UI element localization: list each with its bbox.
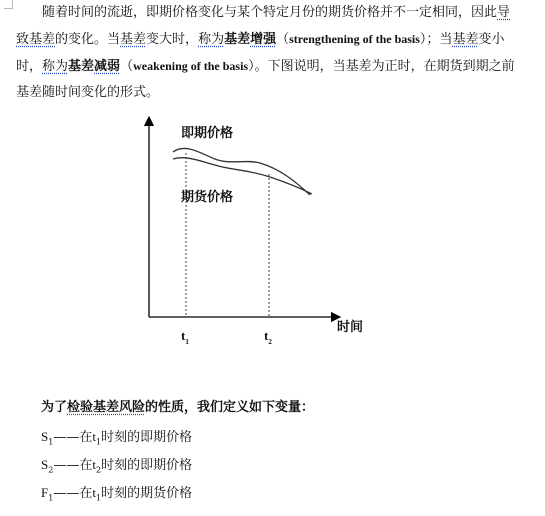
tick-t2-sub: 2: [268, 338, 272, 346]
text-segment: 时刻的即期价格: [101, 458, 193, 473]
dash: ——: [53, 430, 80, 445]
text-segment: 的性质，我们定义如下变量：: [145, 400, 315, 415]
text-segment: 为了: [41, 400, 68, 415]
text-segment: ）；当: [419, 32, 453, 47]
time-symbol: t: [92, 429, 96, 444]
tick-t1-sub: 1: [185, 338, 189, 346]
time-symbol: t: [92, 457, 96, 472]
tick-t1: [181, 328, 189, 346]
text-segment: （: [120, 59, 134, 74]
definitions-intro: [41, 396, 314, 415]
bold-term: 增强: [250, 32, 277, 47]
bold-term: 基差: [68, 59, 95, 74]
text-segment: 的变化。当: [55, 32, 121, 47]
underlined-term: 称为: [42, 59, 69, 74]
variable-symbol: S: [41, 429, 49, 444]
basis-diagram: [130, 115, 380, 360]
underlined-term: 基差: [452, 32, 479, 47]
english-term: weakening of the basis: [133, 59, 249, 73]
definition-s1: [41, 426, 192, 447]
underlined-term: 导致基差: [16, 5, 511, 47]
body-paragraph: [16, 0, 522, 106]
tick-t2: [264, 328, 272, 346]
definition-f1: [41, 482, 192, 503]
text-segment: ）。下图说明，当基差为正时，在期货到期之前基差随时间变化的形式。: [16, 59, 515, 100]
dash: ——: [53, 486, 80, 501]
bold-term: 减弱: [94, 59, 121, 74]
text-segment: 随着时间的流逝，即期价格变化与某个特定月份的期货价格并不一定相同，因此: [42, 5, 498, 20]
x-axis-label: 时间: [337, 320, 364, 335]
definition-s2: [41, 454, 192, 475]
dash: ——: [53, 458, 80, 473]
time-symbol: t: [92, 485, 96, 500]
text-segment: （: [276, 32, 290, 47]
underlined-term: 称为: [198, 32, 225, 47]
text-segment: 在: [79, 486, 93, 501]
english-term: strengthening of the basis: [289, 32, 420, 46]
spot-price-label: 即期价格: [181, 126, 234, 141]
text-segment: 在: [79, 458, 93, 473]
text-segment: 时刻的期货价格: [101, 486, 193, 501]
text-segment: 变大时，: [146, 32, 199, 47]
text-segment: 在: [79, 430, 93, 445]
variable-symbol: S: [41, 457, 49, 472]
corner-mark: [4, 0, 13, 9]
tick-t2-main: t: [264, 328, 269, 343]
time-subscript: 2: [95, 465, 102, 475]
variable-subscript: 2: [48, 465, 54, 475]
underlined-term: 基差: [120, 32, 147, 47]
variable-subscript: 1: [48, 437, 54, 447]
text-segment: 变小时，: [16, 32, 505, 74]
variable-subscript: 1: [48, 493, 54, 503]
bold-term: 基差: [224, 32, 251, 47]
underlined-term: 检验基差风险: [67, 400, 146, 415]
futures-price-label: 期货价格: [181, 190, 234, 205]
text-segment: 时刻的即期价格: [101, 430, 193, 445]
variable-symbol: F: [41, 485, 49, 500]
time-subscript: 1: [95, 493, 102, 503]
tick-t1-main: t: [181, 328, 186, 343]
time-subscript: 1: [95, 437, 102, 447]
